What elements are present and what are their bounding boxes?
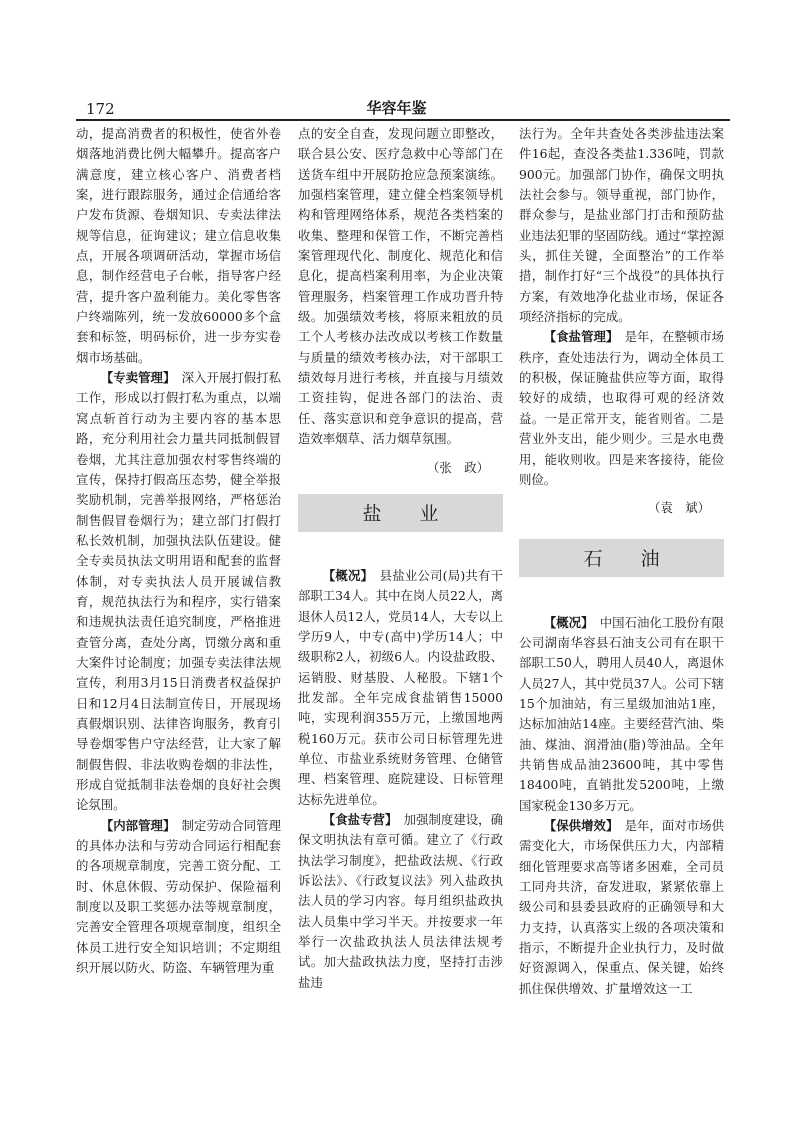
paragraph-salt-overview: [298, 566, 503, 810]
section-keyword: 【专卖管理】: [100, 370, 170, 386]
column-3: [519, 124, 724, 999]
running-title: 华容年鉴: [366, 99, 427, 117]
paragraph-continued: 动，提高消费者的积极性，使省外卷烟落地消费比例大幅攀升。提高客户满意度，建立核心客户、消费者档案，进行跟踪服务，通过企信通给客户发布货源、卷烟知识、专卖法律法规等信息，征询建议；建立信息收集点，开展各项调研活动，掌握市场信息，制作经营电子台帐，指导客户经营，提升客户盈利能力。美化零售客户终端陈列，统一发放60000多个盒套和标签，明码标价，进一步夯实卷烟市场基础。: [76, 126, 281, 365]
author-credit: （张 政）: [427, 459, 489, 475]
paragraph-continued: 法行为。全年共查处各类涉盐违法案件16起，查没各类盐1.336吨，罚款900元。加强部门协作，确保文明执法社会参与。领导重视，部门协作，群众参与，是盐业部门打击和预防盐业违法犯罪的坚固防线。通过“掌控源头，抓住关键，全面整治”的工作举措，制作打好“三个战役”的具体执行方案，有效地净化盐业市场，保证各项经济指标的完成。: [519, 126, 724, 325]
section-banner-petroleum: 石油: [519, 539, 724, 577]
paragraph-salt-management: [519, 327, 724, 490]
column-1: [76, 124, 281, 978]
section-keyword: 【食盐专营】: [322, 811, 392, 827]
paragraph-text: 加强制度建设，确保文明执法有章可循。建立了《行政执法学习制度》，把盐政法规、《行政诉讼法》、《行政复议法》列入盐政执法人员的学习内容。每月组织盐政执法人员集中学习半天。并按要求一年举行一次盐政执法人员法律法规考试。加大盐政执法力度，坚持打击涉盐违: [298, 811, 503, 990]
paragraph-text: 县盐业公司(局)共有干部职工34人。其中在岗人员22人，离退休人员12人，党员14人，大专以上学历9人，中专(高中)学历14人；中级职称2人，初级6人。内设盐政股、运销股、财基股、人秘股。下辖1个批发部。全年完成食盐销售15000吨，实现利润355万元，上缴国地两税160万元。获市公司日标管理先进单位、市盐业系统财务管理、仓储管理、档案管理、庭院建设、日标管理达标先进单位。: [298, 567, 504, 807]
header-rule: [76, 119, 730, 121]
author-credit: （袁 斌）: [648, 500, 710, 516]
paragraph-supply-efficiency: [519, 816, 724, 999]
section-keyword: 【保供增效】: [543, 817, 613, 833]
paragraph-text: 是年，在整顿市场秩序，查处违法行为，调动全体员工的积极，保证腌盐供应等方面，取得较好的成绩，也取得可观的经济效益。一是正常开支，能省则省。二是营业外支出，能少则少。三是水电费用，能收则收。四是来客接待，能俭则俭。: [519, 329, 724, 487]
paragraph-monopoly-management: [76, 368, 281, 816]
section-keyword: 【食盐管理】: [543, 329, 613, 345]
section-keyword: 【概况】: [322, 567, 368, 583]
paragraph-text: 是年，面对市场供需变化大，市场保供压力大，内部精细化管理要求高等诸多困难，全司员工同舟共济，奋发进取，紧紧依靠上级公司和县委县政府的正确领导和大力支持，认真落实上级的各项决策和指示，不断提升企业执行力，及时做好资源调入，保重点、保关键，始终抓住保供增效、扩量增效这一工: [519, 817, 724, 996]
section-banner-salt: 盐业: [298, 494, 503, 532]
section-keyword: 【内部管理】: [100, 817, 170, 833]
column-2: [298, 124, 503, 993]
paragraph-petroleum-overview: [519, 613, 724, 816]
paragraph-text: 制定劳动合同管理的具体办法和与劳动合同运行相配套的各项规章制度，完善工资分配、工时、休息休假、劳动保护、保险福利制度以及职工奖惩办法等规章制度，完善安全管理各项规章制度，组织全体员工进行安全知识培训；不定期组织开展以防火、防盗、车辆管理为重: [76, 817, 281, 976]
section-keyword: 【概况】: [543, 614, 588, 630]
paragraph-continued: 点的安全自查，发现问题立即整改，联合县公安、医疗急救中心等部门在送货车组中开展防抢应急预案演练。加强档案管理，建立健全档案领导机构和管理网络体系，规范各类档案的收集、整理和保管工作，不断完善档案管理现代化、制度化、规范化和信息化，提高档案利用率，为企业决策管理服务，档案管理工作成功晋升特级。加强绩效考核，将原来粗放的员工个人考核办法改成以考核工作数量与质量的绩效考核办法，对干部职工绩效每月进行考核，并直接与月绩效工资挂钩，促进各部门的法治、责任、落实意识和竞争意识的提高，营造效率烟草、活力烟草氛围。: [298, 126, 503, 447]
paragraph-internal-management: [76, 816, 281, 979]
paragraph-salt-monopoly: [298, 810, 503, 993]
page-number: 172: [86, 100, 115, 118]
paragraph-text: 中国石油化工股份有限公司湖南华容县石油支公司有在职干部职工50人，聘用人员40人，离退休人员27人，其中党员37人。公司下辖15个加油站，有三星级加油站1座，达标加油站14座。主要经营汽油、柴油、煤油、润滑油(脂)等油品。全年共销售成品油23600吨，其中零售18400吨，直销批发5200吨，上缴国家税金130多万元。: [519, 614, 725, 813]
paragraph-text: 深入开展打假打私工作，形成以打假打私为重点，以端窝点斩首行动为主要内容的基本思路，充分利用社会力量共同抵制假冒卷烟，尤其注意加强农村零售终端的宣传，保持打假高压态势，健全举报奖励机制，完善举报网络，严格惩治制售假冒卷烟行为；建立部门打假打私长效机制，加强执法队伍建设。健全专卖员执法文明用语和配套的监督体制，对专卖执法人员开展诚信教育，规范执法行为和程序，实行错案和违规执法责任追究制度，严格推进查管分离，查处分离，罚缴分离和重大案件讨论制度；加强专卖法律法规宣传，利用3月15日消费者权益保护日和12月4日法制宣传日，开展现场真假烟识别、法律咨询服务，教育引导卷烟零售户守法经营，让大家了解制假售假、非法收购卷烟的非法性，形成自觉抵制非法卷烟的良好社会舆论氛围。: [76, 370, 281, 813]
